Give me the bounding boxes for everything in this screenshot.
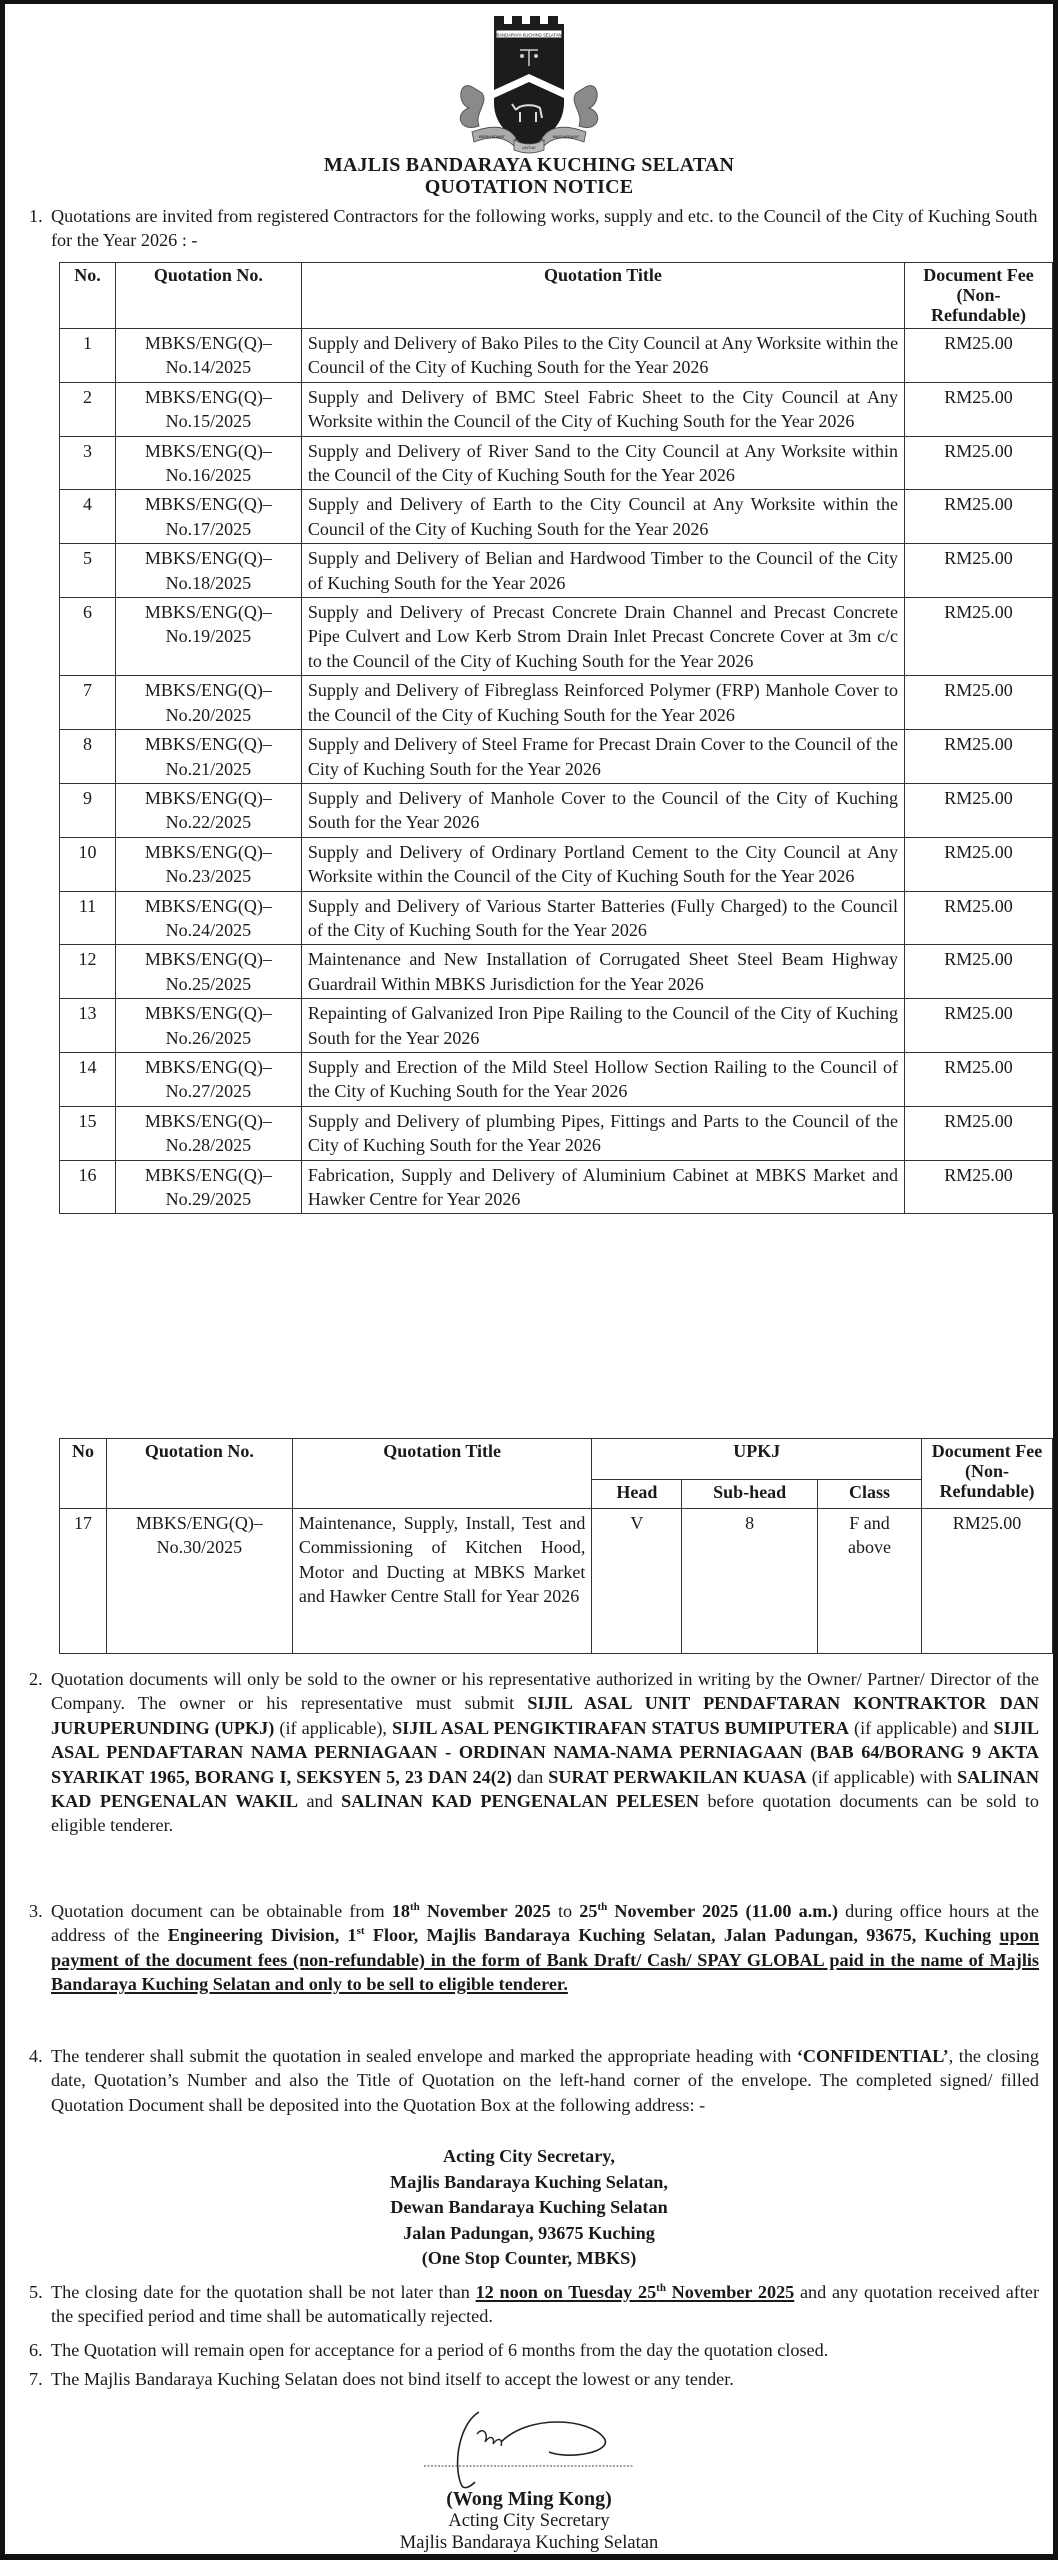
address-line: Dewan Bandaraya Kuching Selatan <box>390 2197 668 2218</box>
cell-quotation-no: MBKS/ENG(Q)– No.24/2025 <box>115 891 301 945</box>
clause-3 <box>29 1899 1039 1997</box>
text-run: during office hours at the address of the <box>51 1901 1039 1946</box>
col-header-upkj: UPKJ <box>592 1439 922 1480</box>
cell-quotation-no: MBKS/ENG(Q)– No.22/2025 <box>115 783 301 837</box>
signatory-position: Acting City Secretary <box>448 2511 610 2531</box>
text-run: dan <box>511 1766 549 1787</box>
closing-date: 12 noon on Tuesday 25th November 2025 <box>475 2281 795 2302</box>
table-row <box>60 1160 1053 1214</box>
table-row <box>60 891 1053 945</box>
cell-no: 17 <box>60 1509 107 1654</box>
required-doc-representative-ic: SALINAN KAD PENGENALAN WAKIL <box>51 1766 1039 1812</box>
col-header-fee: Document Fee (Non-Refundable) <box>922 1439 1053 1509</box>
col-header-no: No <box>60 1439 107 1509</box>
clause-number: 3. <box>29 1901 43 1921</box>
text-run: and <box>297 1791 342 1812</box>
cell-quotation-no: MBKS/ENG(Q)– No.30/2025 <box>106 1509 292 1654</box>
cell-fee: RM25.00 <box>905 999 1053 1053</box>
quotation-table-body <box>60 329 1053 1214</box>
cell-fee: RM25.00 <box>905 1160 1053 1214</box>
cell-fee: RM25.00 <box>905 783 1053 837</box>
cell-fee: RM25.00 <box>922 1509 1053 1654</box>
cell-title: Supply and Delivery of Belian and Hardwood Timber to the Council of the City of Kuching South for the Year 2026 <box>301 544 904 598</box>
clause-text <box>51 2044 1039 2117</box>
cell-quotation-no: MBKS/ENG(Q)– No.26/2025 <box>115 999 301 1053</box>
cell-title: Supply and Delivery of Manhole Cover to the Council of the City of Kuching South for the Year 2026 <box>301 783 904 837</box>
quotation-table-upkj <box>59 1438 1053 1654</box>
text-run: Quotation documents will only be sold to the owner or his representative authorized in writing by the Owner/ Partner/ Director of the Company. The owner or his representative must submit <box>51 1669 1039 1714</box>
cell-no: 10 <box>60 837 116 891</box>
sale-address: Engineering Division, 1st Floor, Majlis Bandaraya Kuching Selatan, Jalan Padungan, 93675, Kuching <box>167 1925 992 1946</box>
svg-text:MASYARAKAT: MASYARAKAT <box>552 134 580 139</box>
table-header-row <box>60 263 1053 329</box>
col-header-head: Head <box>592 1480 682 1509</box>
clause-text: The Quotation will remain open for acceptance for a period of 6 months from the day the quotation closed. <box>51 2340 829 2360</box>
cell-no: 11 <box>60 891 116 945</box>
svg-text:UNTUK: UNTUK <box>522 145 536 150</box>
clause-text <box>51 1899 1039 1997</box>
cell-no: 8 <box>60 730 116 784</box>
clause-5 <box>29 2280 1039 2329</box>
table-row <box>60 783 1053 837</box>
signatory-organization: Majlis Bandaraya Kuching Selatan <box>399 2533 659 2553</box>
cell-fee: RM25.00 <box>905 598 1053 676</box>
cell-quotation-no: MBKS/ENG(Q)– No.16/2025 <box>115 436 301 490</box>
clause-7 <box>29 2367 1039 2391</box>
table-row <box>60 598 1053 676</box>
col-header-quotation-no: Quotation No. <box>106 1439 292 1509</box>
col-header-title: Quotation Title <box>301 263 904 329</box>
cell-no: 15 <box>60 1106 116 1160</box>
text-run: to <box>550 1901 580 1921</box>
payment-terms: upon payment of the document fees (non-refundable) in the form of Bank Draft/ Cash/ SPAY GLOBAL paid in the name of Majlis Bandaraya Kuching Selatan and only to be sell to eligible tenderer. <box>51 1925 1040 1995</box>
cell-title: Supply and Erection of the Mild Steel Hollow Section Railing to the Council of the City of Kuching South for the Year 2026 <box>301 1052 904 1106</box>
cell-quotation-no: MBKS/ENG(Q)– No.28/2025 <box>115 1106 301 1160</box>
text-run: (if applicable), <box>274 1717 393 1738</box>
required-doc-bumiputera: SIJIL ASAL PENGIKTIRAFAN STATUS BUMIPUTERA <box>392 1717 849 1738</box>
col-header-subhead: Sub-head <box>682 1480 818 1509</box>
clause-number: 4. <box>29 2046 43 2066</box>
cell-fee: RM25.00 <box>905 1106 1053 1160</box>
cell-title: Fabrication, Supply and Delivery of Aluminium Cabinet at MBKS Market and Hawker Centre for Year 2026 <box>301 1160 904 1214</box>
cell-fee: RM25.00 <box>905 676 1053 730</box>
cell-no: 12 <box>60 945 116 999</box>
table-row <box>60 329 1053 383</box>
text-run: (if applicable) and <box>848 1717 994 1738</box>
address-line: Jalan Padungan, 93675 Kuching <box>403 2222 655 2243</box>
signature-block <box>5 2404 1053 2554</box>
sale-end-date: 25th November 2025 (11.00 a.m.) <box>579 1900 838 1921</box>
col-header-class: Class <box>818 1480 922 1509</box>
cell-fee: RM25.00 <box>905 382 1053 436</box>
cell-no: 9 <box>60 783 116 837</box>
cell-no: 5 <box>60 544 116 598</box>
submission-address <box>5 2144 1053 2272</box>
col-header-title: Quotation Title <box>292 1439 592 1509</box>
cell-no: 3 <box>60 436 116 490</box>
clause-number: 6. <box>29 2340 43 2360</box>
cell-quotation-no: MBKS/ENG(Q)– No.17/2025 <box>115 490 301 544</box>
cell-fee: RM25.00 <box>905 730 1053 784</box>
cell-title: Supply and Delivery of plumbing Pipes, Fittings and Parts to the Council of the City of Kuching South for the Year 2026 <box>301 1106 904 1160</box>
clause-text: Quotations are invited from registered Contractors for the following works, supply and etc. to the Council of the City of Kuching South for the Year 2026 : - <box>51 206 1038 251</box>
cell-no: 1 <box>60 329 116 383</box>
address-line: (One Stop Counter, MBKS) <box>421 2248 637 2269</box>
notice-header <box>5 154 1053 198</box>
table-row <box>60 436 1053 490</box>
cell-title: Supply and Delivery of Steel Frame for Precast Drain Cover to the Council of the City of Kuching South for the Year 2026 <box>301 730 904 784</box>
cell-title: Supply and Delivery of Various Starter Batteries (Fully Charged) to the Council of the City of Kuching South for the Year 2026 <box>301 891 904 945</box>
cell-quotation-no: MBKS/ENG(Q)– No.20/2025 <box>115 676 301 730</box>
cell-quotation-no: MBKS/ENG(Q)– No.25/2025 <box>115 945 301 999</box>
table-row <box>60 945 1053 999</box>
required-doc-business-registration: SIJIL ASAL PENDAFTARAN NAMA PERNIAGAAN - ORDINAN NAMA-NAMA PERNIAGAAN (BAB 64/BORANG 9 AKTA SYARIKAT 1965, BORANG I, SEKSYEN 5, 23 DAN 24(2) <box>51 1717 1039 1787</box>
cell-class: F and above <box>818 1509 922 1654</box>
cell-quotation-no: MBKS/ENG(Q)– No.29/2025 <box>115 1160 301 1214</box>
col-header-quotation-no: Quotation No. <box>115 263 301 329</box>
organization-name: MAJLIS BANDARAYA KUCHING SELATAN <box>323 154 735 176</box>
cell-fee: RM25.00 <box>905 945 1053 999</box>
clause-text: The Majlis Bandaraya Kuching Selatan does not bind itself to accept the lowest or any tender. <box>51 2369 734 2389</box>
sale-start-date: 18th November 2025 <box>391 1900 551 1921</box>
clause-number: 2. <box>29 1669 43 1689</box>
cell-quotation-no: MBKS/ENG(Q)– No.21/2025 <box>115 730 301 784</box>
table-row <box>60 730 1053 784</box>
cell-quotation-no: MBKS/ENG(Q)– No.14/2025 <box>115 329 301 383</box>
required-doc-upkj: SIJIL ASAL UNIT PENDAFTARAN KONTRAKTOR DAN JURUPERUNDING (UPKJ) <box>51 1693 1039 1738</box>
cell-fee: RM25.00 <box>905 1052 1053 1106</box>
cell-quotation-no: MBKS/ENG(Q)– No.27/2025 <box>115 1052 301 1106</box>
table-row <box>60 1106 1053 1160</box>
table-row <box>60 676 1053 730</box>
crest-emblem-icon <box>434 8 624 158</box>
col-header-no: No. <box>60 263 116 329</box>
required-doc-authorization-letter: SURAT PERWAKILAN KUASA <box>548 1766 807 1787</box>
text-run: The closing date for the quotation shall be not later than <box>51 2282 476 2302</box>
table-row <box>60 1509 1053 1654</box>
council-crest <box>5 8 1053 158</box>
signature-icon <box>419 2404 639 2494</box>
table-row <box>60 544 1053 598</box>
cell-no: 6 <box>60 598 116 676</box>
cell-title: Supply and Delivery of Fibreglass Reinforced Polymer (FRP) Manhole Cover to the Council of the City of Kuching South for the Year 2026 <box>301 676 904 730</box>
cell-fee: RM25.00 <box>905 891 1053 945</box>
text-run: , the closing date, Quotation’s Number and also the Title of Quotation on the left-hand corner of the envelope. The completed signed/ filled Quotation Document shall be deposited into the Quotation Box at the following address: - <box>51 2046 1039 2115</box>
notice-title: QUOTATION NOTICE <box>424 176 634 198</box>
cell-no: 13 <box>60 999 116 1053</box>
cell-no: 14 <box>60 1052 116 1106</box>
clause-number: 1. <box>29 206 43 226</box>
address-line: Majlis Bandaraya Kuching Selatan, <box>390 2171 668 2192</box>
text-run: and any quotation received after the specified period and time shall be automatically rejected. <box>51 2282 1039 2327</box>
cell-no: 4 <box>60 490 116 544</box>
cell-title: Supply and Delivery of Ordinary Portland Cement to the City Council at Any Worksite within the Council of the City of Kuching South for the Year 2026 <box>301 837 904 891</box>
address-line: Acting City Secretary, <box>443 2146 615 2166</box>
cell-no: 16 <box>60 1160 116 1214</box>
signatory-name: (Wong Ming Kong) <box>446 2488 612 2510</box>
cell-no: 7 <box>60 676 116 730</box>
svg-text:BERKHIDMAT: BERKHIDMAT <box>479 134 505 139</box>
table-header-row <box>60 1439 1053 1480</box>
table-row <box>60 999 1053 1053</box>
cell-fee: RM25.00 <box>905 544 1053 598</box>
table-row <box>60 1052 1053 1106</box>
clause-text <box>51 2280 1039 2329</box>
cell-quotation-no: MBKS/ENG(Q)– No.23/2025 <box>115 837 301 891</box>
svg-text:BANDARAYA KUCHING SELATAN: BANDARAYA KUCHING SELATAN <box>496 32 562 38</box>
cell-fee: RM25.00 <box>905 436 1053 490</box>
cell-title: Maintenance and New Installation of Corrugated Sheet Steel Beam Highway Guardrail Within MBKS Jurisdiction for the Year 2026 <box>301 945 904 999</box>
clause-number: 5. <box>29 2282 43 2302</box>
clause-number: 7. <box>29 2369 43 2389</box>
required-doc-licensee-ic: SALINAN KAD PENGENALAN PELESEN <box>341 1791 699 1812</box>
cell-title: Supply and Delivery of BMC Steel Fabric Sheet to the City Council at Any Worksite within the Council of the City of Kuching South for the Year 2026 <box>301 382 904 436</box>
clause-2 <box>29 1667 1039 1838</box>
cell-title: Maintenance, Supply, Install, Test and Commissioning of Kitchen Hood, Motor and Ducting at MBKS Market and Hawker Centre Stall for Year 2026 <box>292 1509 592 1654</box>
cell-title: Repainting of Galvanized Iron Pipe Railing to the Council of the City of Kuching South for the Year 2026 <box>301 999 904 1053</box>
cell-fee: RM25.00 <box>905 490 1053 544</box>
table-row <box>60 382 1053 436</box>
table-row <box>60 490 1053 544</box>
cell-no: 2 <box>60 382 116 436</box>
cell-quotation-no: MBKS/ENG(Q)– No.15/2025 <box>115 382 301 436</box>
text-run: before quotation documents can be sold to eligible tenderer. <box>51 1791 1039 1836</box>
cell-quotation-no: MBKS/ENG(Q)– No.19/2025 <box>115 598 301 676</box>
cell-fee: RM25.00 <box>905 837 1053 891</box>
confidential-label: ‘CONFIDENTIAL’ <box>796 2046 949 2066</box>
text-run: (if applicable) with <box>806 1766 958 1787</box>
cell-subhead: 8 <box>682 1509 818 1654</box>
cell-quotation-no: MBKS/ENG(Q)– No.18/2025 <box>115 544 301 598</box>
cell-title: Supply and Delivery of Earth to the City Council at Any Worksite within the Council of the City of Kuching South for the Year 2026 <box>301 490 904 544</box>
clause-1 <box>29 204 1039 253</box>
cell-fee: RM25.00 <box>905 329 1053 383</box>
clause-text <box>51 1667 1039 1838</box>
quotation-table <box>59 262 1053 1214</box>
cell-head: V <box>592 1509 682 1654</box>
cell-title: Supply and Delivery of River Sand to the City Council at Any Worksite within the Council of the City of Kuching South for the Year 2026 <box>301 436 904 490</box>
col-header-fee: Document Fee (Non-Refundable) <box>905 263 1053 329</box>
cell-title: Supply and Delivery of Bako Piles to the City Council at Any Worksite within the Council of the City of Kuching South for the Year 2026 <box>301 329 904 383</box>
text-run: The tenderer shall submit the quotation in sealed envelope and marked the appropriate heading with <box>51 2046 797 2066</box>
text-run: Quotation document can be obtainable from <box>51 1901 392 1921</box>
table-row <box>60 837 1053 891</box>
clause-6 <box>29 2338 1039 2362</box>
cell-title: Supply and Delivery of Precast Concrete Drain Channel and Precast Concrete Pipe Culvert and Low Kerb Strom Drain Inlet Precast Concrete Cover at 3m c/c to the Council of the City of Kuching South for the Year 2026 <box>301 598 904 676</box>
clause-4 <box>29 2044 1039 2117</box>
